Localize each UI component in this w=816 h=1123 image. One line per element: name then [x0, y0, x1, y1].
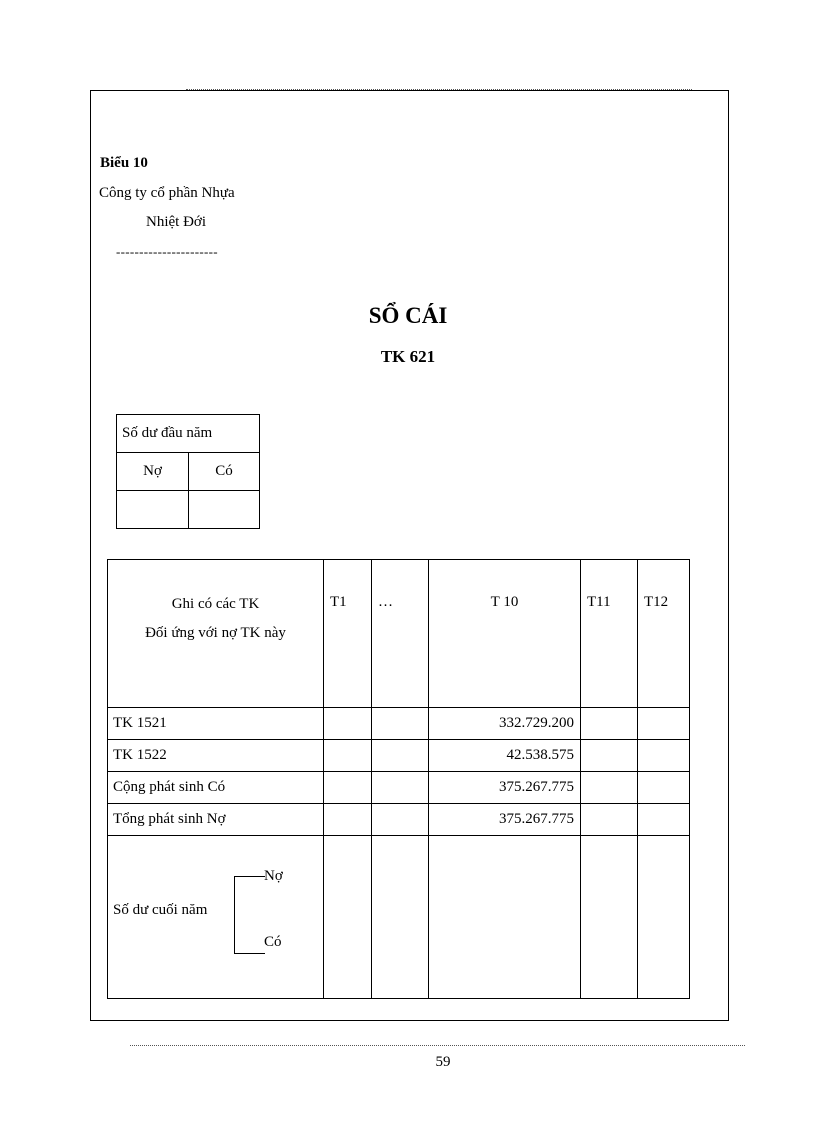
- table-row: [108, 740, 690, 772]
- page-number: 59: [435, 1054, 451, 1070]
- company-name-line2: Nhiệt Đới: [146, 214, 207, 230]
- table-row: [108, 772, 690, 804]
- row-label: TK 1522: [108, 740, 324, 772]
- column-header-t10: T 10: [429, 560, 581, 708]
- account-code: TK 621: [380, 347, 436, 366]
- company-name-line1: Công ty cổ phần Nhựa: [99, 185, 235, 201]
- table-row: [108, 708, 690, 740]
- row-t10-amount: 375.267.775: [429, 804, 581, 836]
- row-label: Cộng phát sinh Có: [108, 772, 324, 804]
- opening-credit-label: Có: [189, 453, 260, 491]
- form-label: Biểu 10: [100, 155, 148, 171]
- closing-bracket: [234, 876, 265, 954]
- opening-balance-title: Số dư đầu năm: [117, 415, 260, 453]
- ledger-table: [107, 559, 690, 999]
- closing-credit-label: Có: [264, 934, 282, 950]
- description-header: [108, 560, 324, 708]
- row-t10-amount: 375.267.775: [429, 772, 581, 804]
- description-header-line1: Ghi có các TK: [171, 596, 260, 612]
- opening-debit-label: Nợ: [117, 453, 189, 491]
- closing-balance-label: Số dư cuối năm: [113, 902, 208, 918]
- row-label: Tổng phát sinh Nợ: [108, 804, 324, 836]
- column-header-t12: T12: [638, 560, 690, 708]
- bottom-dotted-rule: [130, 1045, 745, 1046]
- page-title: SỔ CÁI: [368, 303, 448, 328]
- row-t10-amount: 332.729.200: [429, 708, 581, 740]
- row-label: TK 1521: [108, 708, 324, 740]
- closing-balance-row: [108, 836, 690, 999]
- column-header-t11: T11: [581, 560, 638, 708]
- closing-balance-cell: [108, 836, 324, 999]
- description-header-line2: Đối ứng với nợ TK này: [145, 625, 286, 641]
- column-header-t1: T1: [324, 560, 372, 708]
- opening-credit-value: [189, 491, 260, 529]
- opening-debit-value: [117, 491, 189, 529]
- column-header-ellipsis: …: [372, 560, 429, 708]
- row-t10-amount: 42.538.575: [429, 740, 581, 772]
- closing-debit-label: Nợ: [264, 868, 283, 884]
- header-separator: ----------------------: [116, 244, 218, 259]
- table-row: [108, 804, 690, 836]
- opening-balance-table: [116, 414, 260, 529]
- ledger-header-row: [108, 560, 690, 708]
